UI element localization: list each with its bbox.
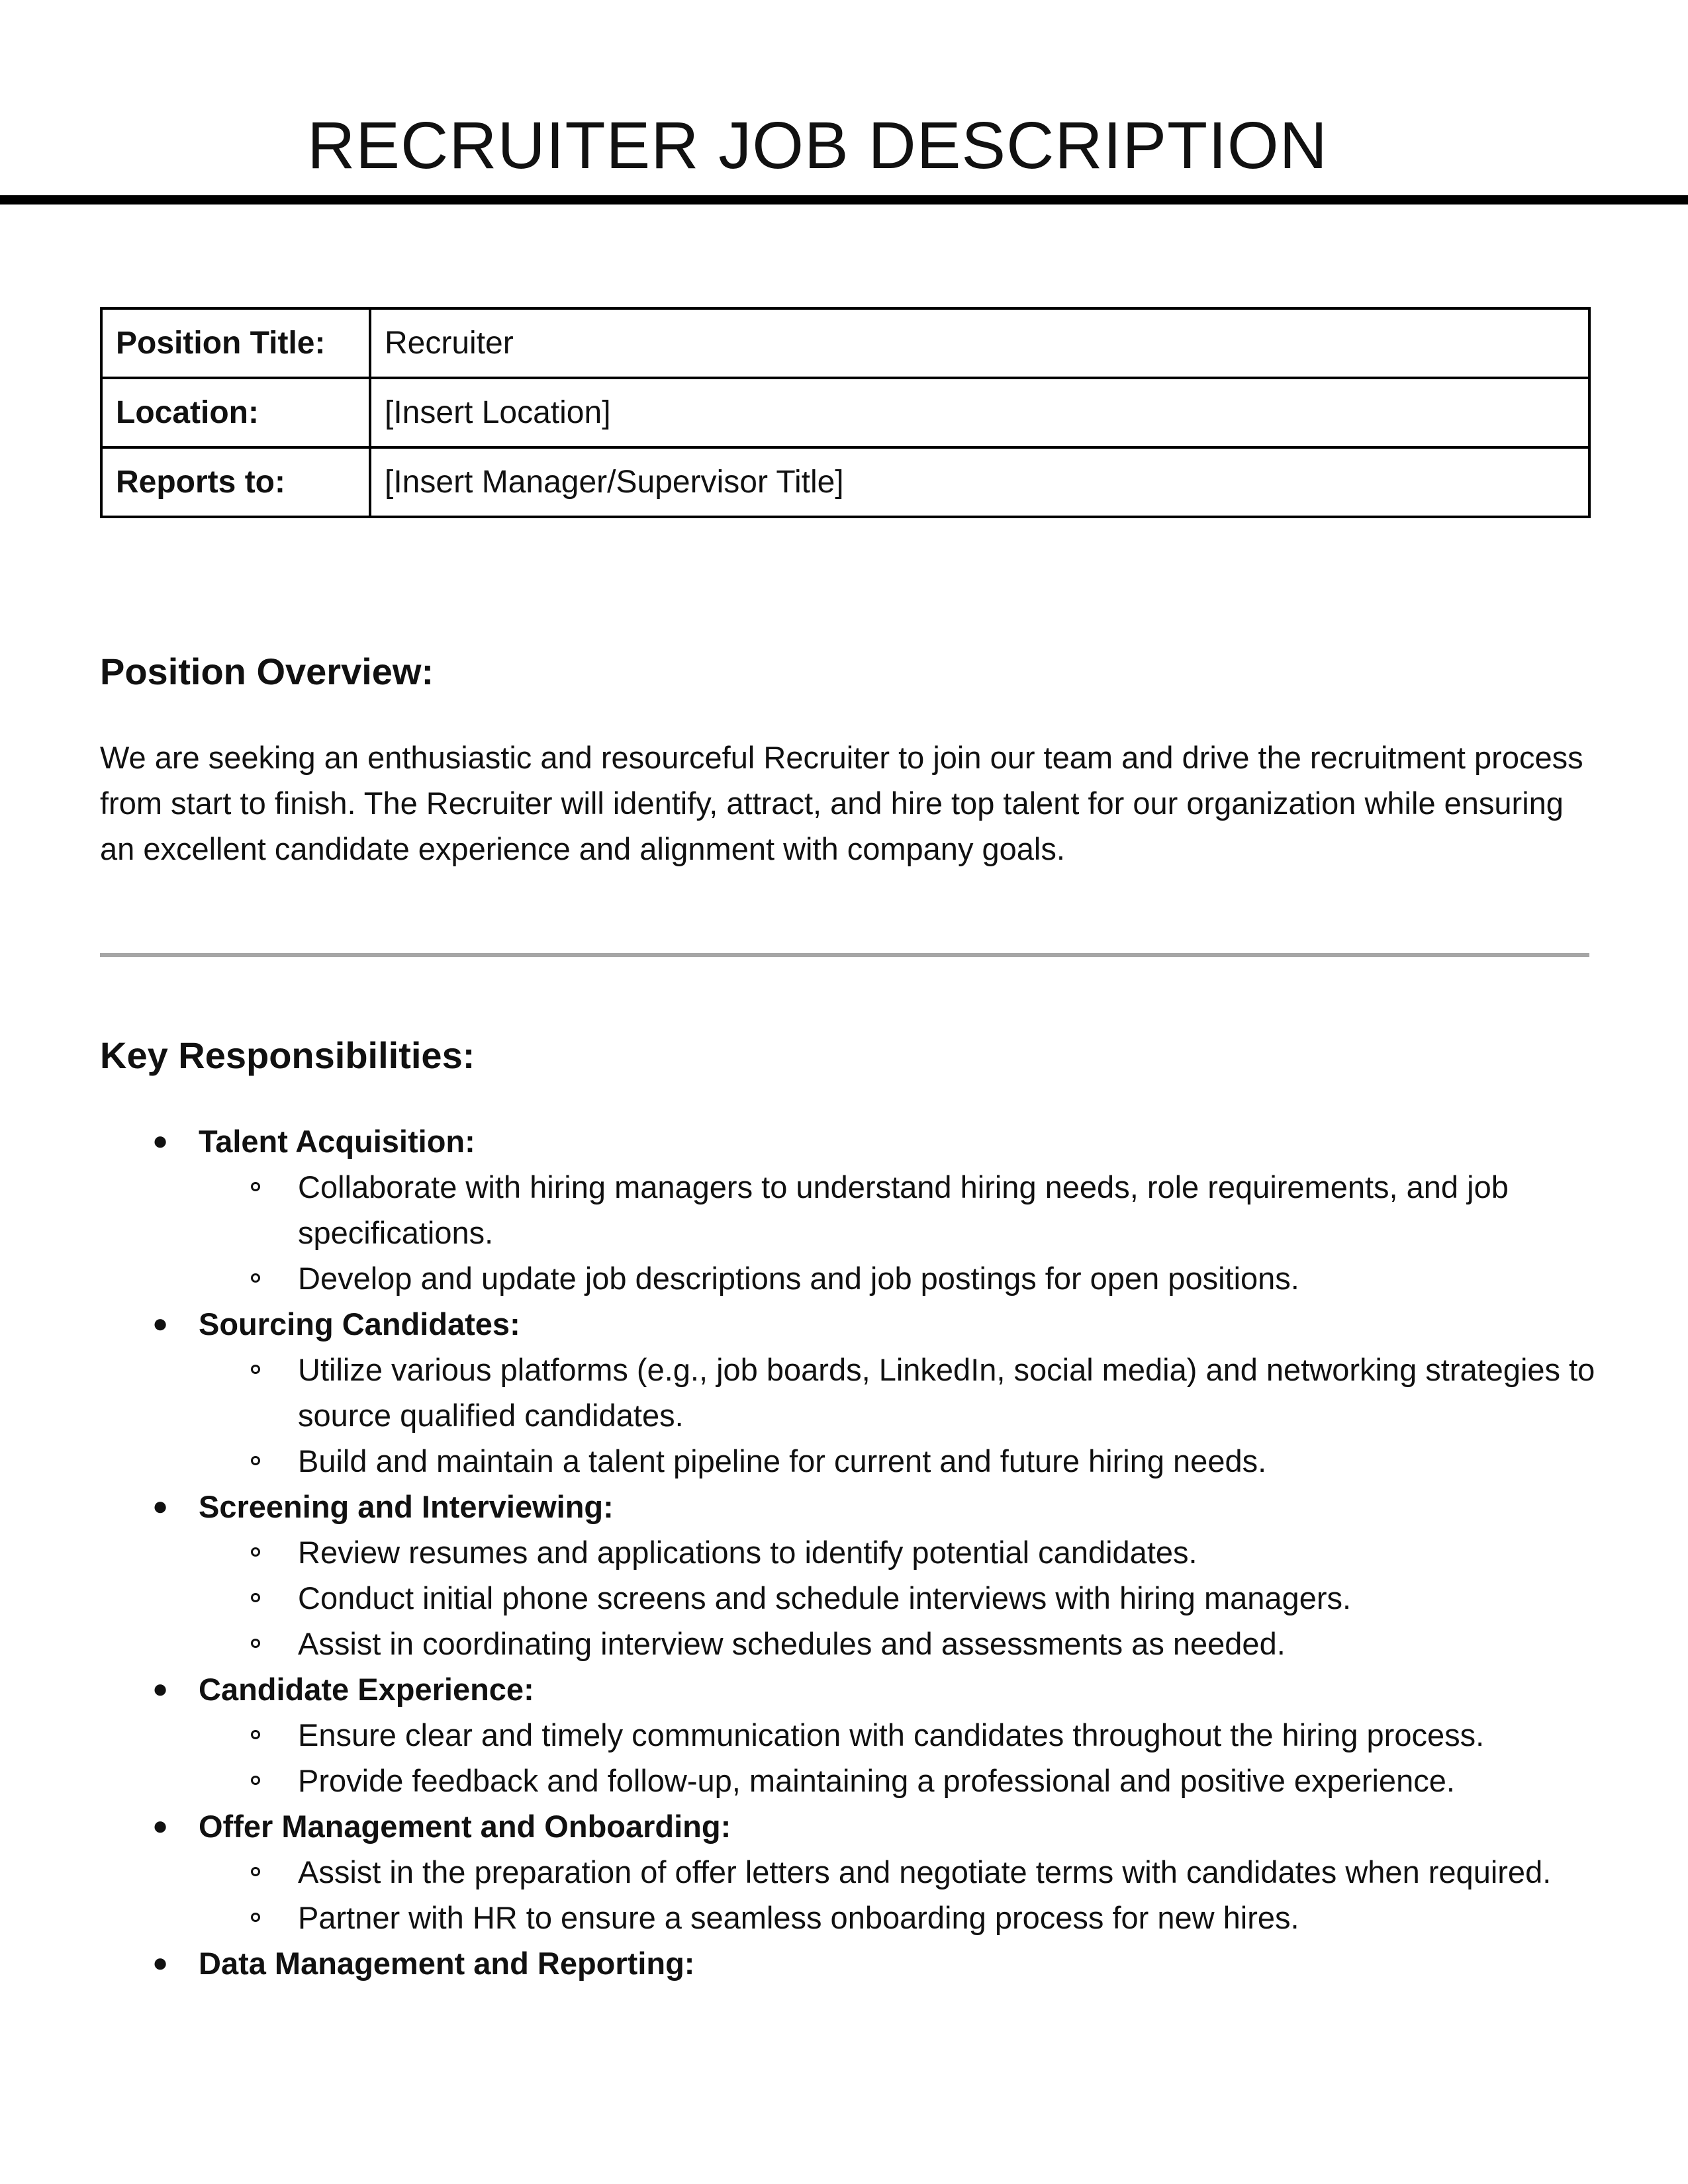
list-item <box>0 1301 1622 1484</box>
circle-bullet-icon <box>251 1182 260 1191</box>
overview-heading: Position Overview: <box>100 651 434 692</box>
list-item <box>199 1758 1622 1803</box>
category-label: Screening and Interviewing: <box>199 1489 614 1524</box>
circle-bullet-icon <box>251 1593 260 1602</box>
overview-text: We are seeking an enthusiastic and resourceful Recruiter to join our team and drive the recruitment process from start to finish. The Recruiter will identify, attract, and hire top talent for our organization while ensuring an excellent candidate experience and alignment with company goals. <box>100 740 1583 866</box>
table-row <box>101 447 1589 517</box>
point-text: Utilize various platforms (e.g., job boards, LinkedIn, social media) and networking strategies to source qualified candidates. <box>298 1352 1595 1433</box>
point-text: Assist in coordinating interview schedules and assessments as needed. <box>298 1626 1286 1661</box>
circle-bullet-icon <box>251 1456 260 1465</box>
bullet-icon: ● <box>152 1492 169 1521</box>
list-item <box>199 1712 1622 1758</box>
point-text: Collaborate with hiring managers to understand hiring needs, role requirements, and job specifications. <box>298 1169 1509 1250</box>
list-item <box>199 1529 1622 1575</box>
list-item <box>0 1940 1622 1986</box>
circle-bullet-icon <box>251 1547 260 1557</box>
point-text: Develop and update job descriptions and job postings for open positions. <box>298 1261 1299 1296</box>
list-item <box>199 1895 1622 1940</box>
point-text: Provide feedback and follow-up, maintaining a professional and positive experience. <box>298 1763 1455 1798</box>
bullet-icon: ● <box>152 1126 169 1156</box>
circle-bullet-icon <box>251 1639 260 1648</box>
sub-list <box>199 1849 1622 1940</box>
reports-to-label: Reports to: <box>101 447 370 517</box>
point-text: Partner with HR to ensure a seamless onboarding process for new hires. <box>298 1900 1299 1935</box>
category-label: Data Management and Reporting: <box>199 1946 695 1981</box>
circle-bullet-icon <box>251 1776 260 1785</box>
bullet-icon: ● <box>152 1674 169 1704</box>
list-item <box>199 1621 1622 1666</box>
list-item <box>199 1255 1622 1301</box>
circle-bullet-icon <box>251 1273 260 1283</box>
list-item <box>199 1849 1622 1895</box>
section-divider <box>100 953 1589 957</box>
list-item <box>0 1118 1622 1301</box>
location-label: Location: <box>101 378 370 447</box>
responsibilities-list <box>0 1118 1622 1986</box>
circle-bullet-icon <box>251 1867 260 1876</box>
category-label: Sourcing Candidates: <box>199 1306 520 1342</box>
title-divider <box>0 195 1688 205</box>
position-title-value: Recruiter <box>370 308 1589 378</box>
sub-list <box>199 1712 1622 1803</box>
category-label: Talent Acquisition: <box>199 1124 475 1159</box>
list-item <box>0 1803 1622 1940</box>
position-title-label: Position Title: <box>101 308 370 378</box>
list-item <box>199 1347 1622 1438</box>
category-label: Offer Management and Onboarding: <box>199 1809 731 1844</box>
point-text: Assist in the preparation of offer letters and negotiate terms with candidates when required. <box>298 1854 1552 1889</box>
circle-bullet-icon <box>251 1365 260 1374</box>
position-info-table <box>100 307 1591 518</box>
document-title: RECRUITER JOB DESCRIPTION <box>307 109 1328 183</box>
reports-to-value: [Insert Manager/Supervisor Title] <box>370 447 1589 517</box>
list-item <box>199 1438 1622 1484</box>
table-row <box>101 378 1589 447</box>
point-text: Build and maintain a talent pipeline for current and future hiring needs. <box>298 1443 1267 1479</box>
sub-list <box>199 1529 1622 1666</box>
list-item <box>199 1164 1622 1255</box>
table-row <box>101 308 1589 378</box>
list-item <box>199 1575 1622 1621</box>
bullet-icon: ● <box>152 1309 169 1338</box>
list-item <box>0 1484 1622 1666</box>
sub-list <box>199 1164 1622 1301</box>
circle-bullet-icon <box>251 1730 260 1739</box>
category-label: Candidate Experience: <box>199 1672 534 1707</box>
location-value: [Insert Location] <box>370 378 1589 447</box>
circle-bullet-icon <box>251 1913 260 1922</box>
bullet-icon: ● <box>152 1948 169 1978</box>
point-text: Ensure clear and timely communication with candidates throughout the hiring process. <box>298 1717 1485 1752</box>
list-item <box>0 1666 1622 1803</box>
responsibilities-heading: Key Responsibilities: <box>100 1034 475 1076</box>
sub-list <box>199 1347 1622 1484</box>
point-text: Conduct initial phone screens and schedule interviews with hiring managers. <box>298 1580 1352 1615</box>
bullet-icon: ● <box>152 1811 169 1841</box>
point-text: Review resumes and applications to identify potential candidates. <box>298 1535 1197 1570</box>
